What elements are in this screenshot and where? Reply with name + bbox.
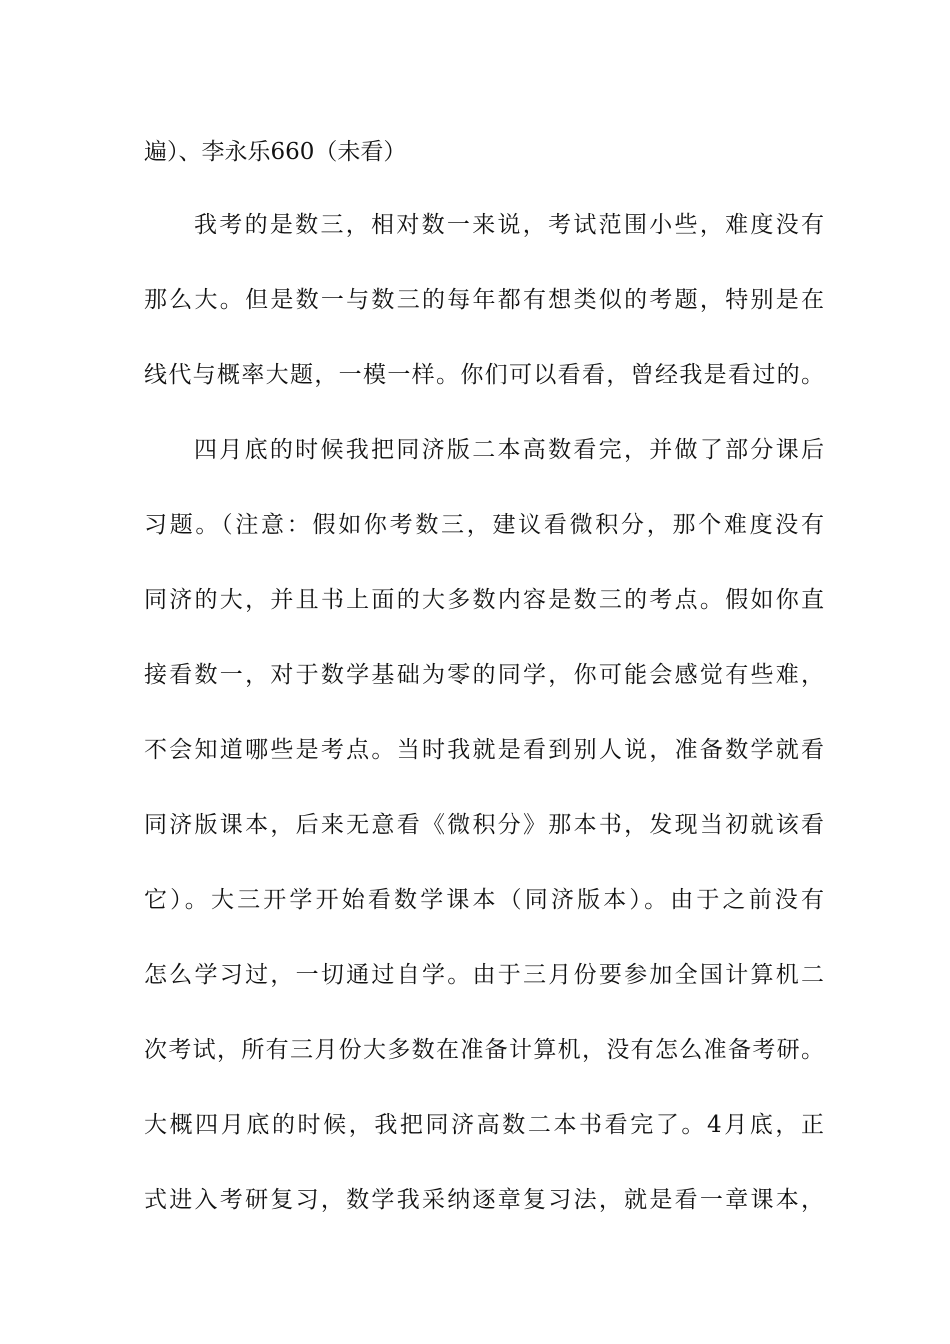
text-line: 不会知道哪些是考点。当时我就是看到别人说，准备数学就看 [144,737,824,763]
text-line: 式进入考研复习，数学我采纳逐章复习法，就是看一章课本， [144,1187,824,1213]
text-line: 它）。大三开学开始看数学课本（同济版本）。由于之前没有 [144,887,824,913]
text-line: 习题。（注意：假如你考数三，建议看微积分，那个难度没有 [144,512,824,538]
text-line: 遍）、李永乐660（未看） [144,139,407,165]
text-line: 那么大。但是数一与数三的每年都有想类似的考题，特别是在 [144,287,824,313]
paragraph-first-line: 四月底的时候我把同济版二本高数看完，并做了部分课后 [194,437,824,463]
text-line: 大概四月底的时候，我把同济高数二本书看完了。4月底，正 [144,1112,824,1138]
text-line: 接看数一，对于数学基础为零的同学，你可能会感觉有些难， [144,662,824,688]
text-line: 线代与概率大题，一模一样。你们可以看看，曾经我是看过的。 [144,362,824,388]
text-line: 怎么学习过，一切通过自学。由于三月份要参加全国计算机二 [144,962,824,988]
text-line: 同济版课本，后来无意看《微积分》那本书，发现当初就该看 [144,812,824,838]
text-line: 同济的大，并且书上面的大多数内容是数三的考点。假如你直 [144,587,824,613]
text-line: 次考试，所有三月份大多数在准备计算机，没有怎么准备考研。 [144,1037,824,1063]
paragraph-first-line: 我考的是数三，相对数一来说，考试范围小些，难度没有 [194,212,824,238]
